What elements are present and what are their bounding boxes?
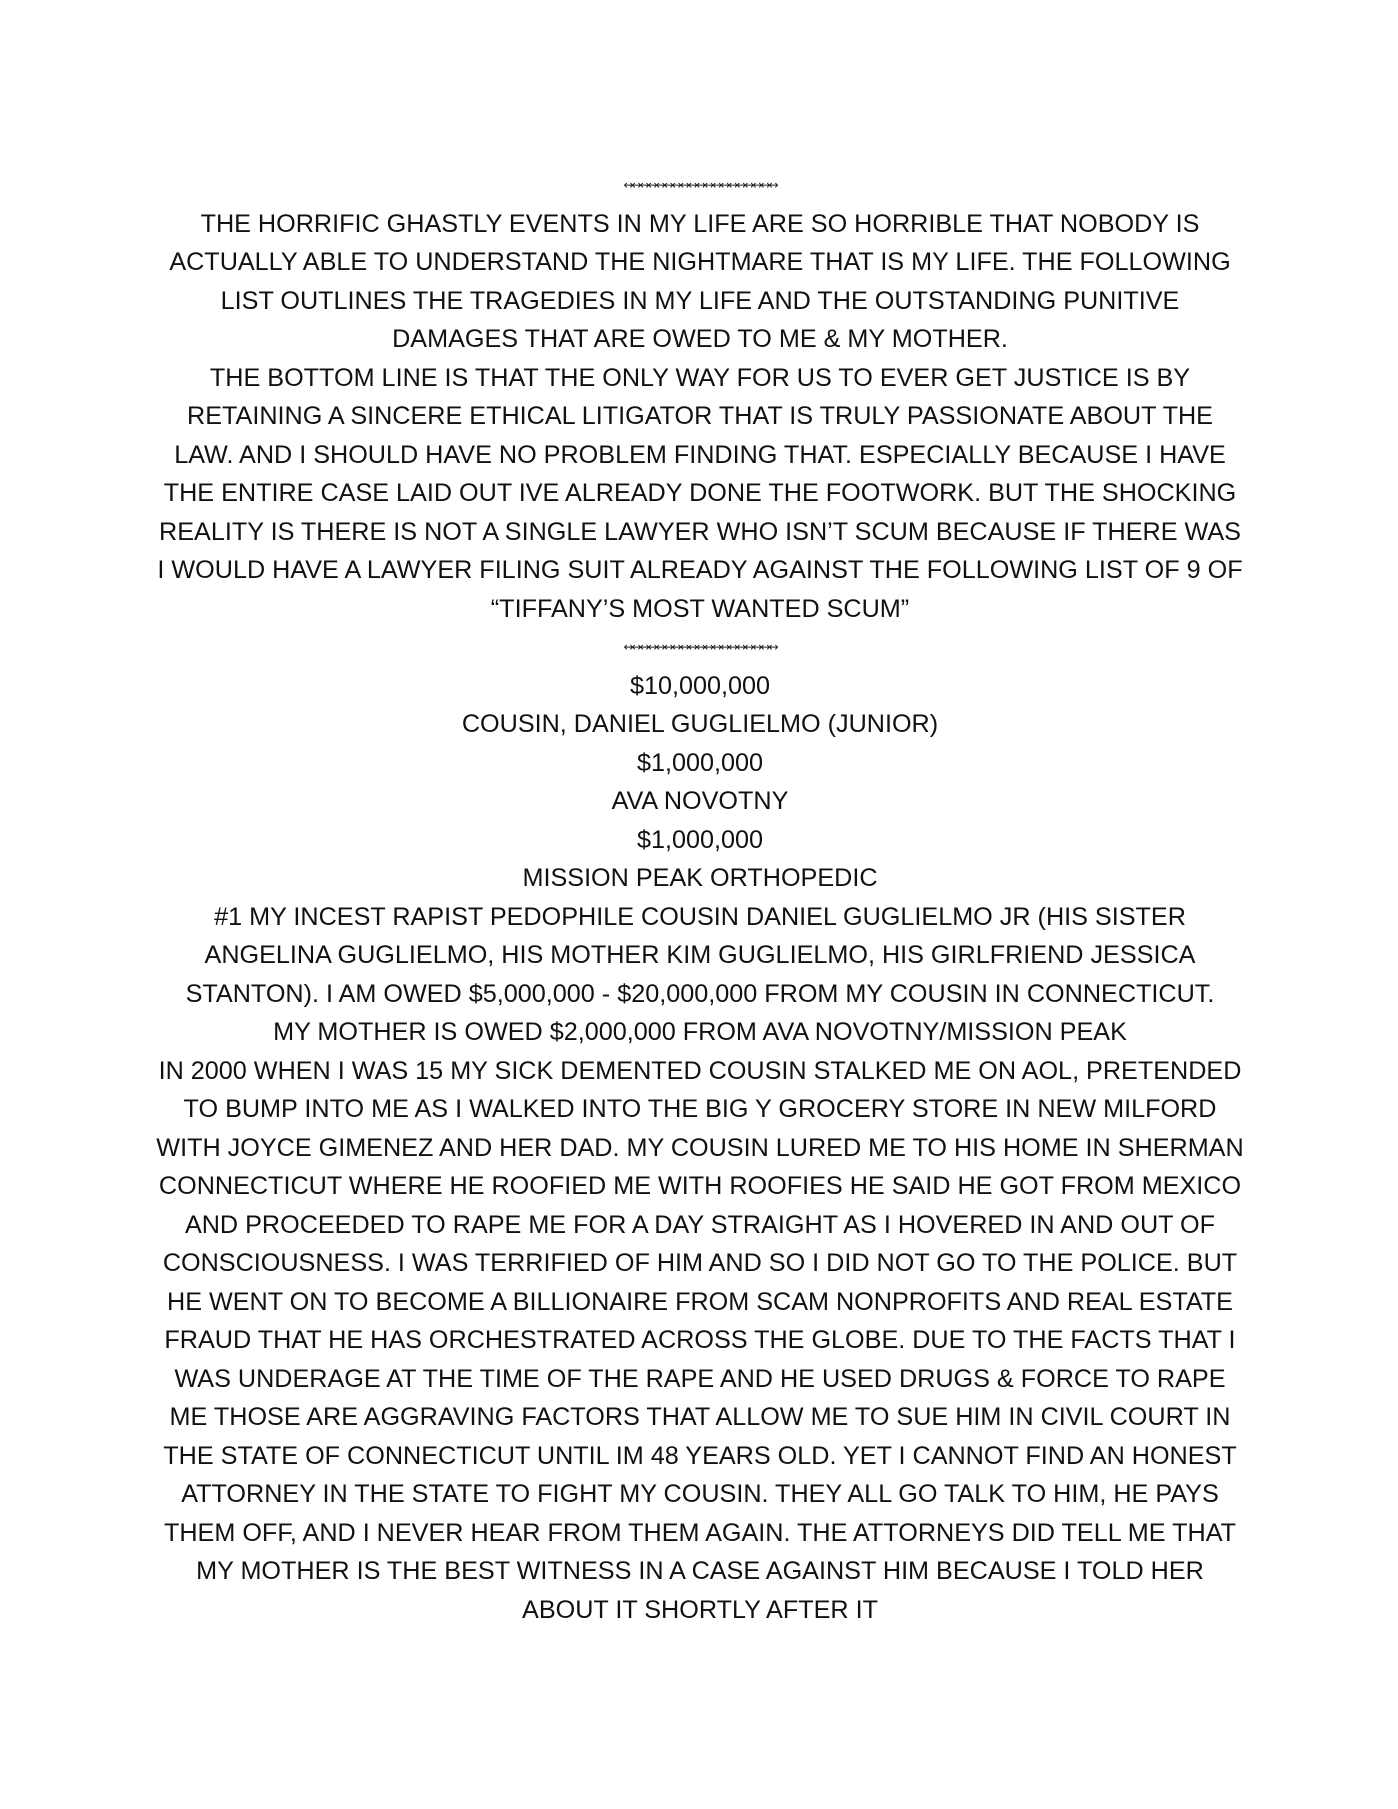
wanted-name: MISSION PEAK ORTHOPEDIC bbox=[522, 864, 878, 892]
wanted-name: COUSIN, DANIEL GUGLIELMO (JUNIOR) bbox=[461, 710, 939, 738]
decorative-divider-top: ↔↔↔↔↔↔↔↔↔↔↔↔↔↔↔↔↔↔↔ bbox=[623, 178, 777, 192]
wanted-list bbox=[155, 667, 1245, 898]
entry-1-mother-owed: MY MOTHER IS OWED $2,000,000 FROM AVA NOVOTNY/MISSION PEAK bbox=[273, 1018, 1127, 1046]
wanted-amount: $1,000,000 bbox=[636, 825, 764, 854]
entry-1-heading: #1 MY INCEST RAPIST PEDOPHILE COUSIN DANIEL GUGLIELMO JR (HIS SISTER ANGELINA GUGLIELMO, HIS MOTHER KIM GUGLIELMO, HIS GIRLFRIEND JESSICA STANTON). I AM OWED $5,000,000 - $20,000,000 FROM MY COUSIN IN CONNECTICUT. bbox=[185, 902, 1215, 1008]
wanted-amount: $10,000,000 bbox=[629, 671, 771, 700]
bottom-line-paragraph: THE BOTTOM LINE IS THAT THE ONLY WAY FOR US TO EVER GET JUSTICE IS BY RETAINING A SINCERE ETHICAL LITIGATOR THAT IS TRULY PASSIONATE ABOUT THE LAW. AND I SHOULD HAVE NO PROBLEM FINDING THAT. ESPECIALLY BECAUSE I HAVE THE ENTIRE CASE LAID OUT IVE ALREADY DONE THE FOOTWORK. BUT THE SHOCKING REALITY IS THERE IS NOT A SINGLE LAWYER WHO ISN’T SCUM BECAUSE IF THERE WAS I WOULD HAVE A LAWYER FILING SUIT ALREADY AGAINST THE FOLLOWING LIST OF 9 OF “TIFFANY’S MOST WANTED SCUM” bbox=[157, 363, 1243, 623]
entry-1-story: IN 2000 WHEN I WAS 15 MY SICK DEMENTED COUSIN STALKED ME ON AOL, PRETENDED TO BUMP INTO ME AS I WALKED INTO THE BIG Y GROCERY STORE IN NEW MILFORD WITH JOYCE GIMENEZ AND HER DAD. MY COUSIN LURED ME TO HIS HOME IN SHERMAN CONNECTICUT WHERE HE ROOFIED ME WITH ROOFIES HE SAID HE GOT FROM MEXICO AND PROCEEDED TO RAPE ME FOR A DAY STRAIGHT AS I HOVERED IN AND OUT OF CONSCIOUSNESS. I WAS TERRIFIED OF HIM AND SO I DID NOT GO TO THE POLICE. BUT HE WENT ON TO BECOME A BILLIONAIRE FROM SCAM NONPROFITS AND REAL ESTATE FRAUD THAT HE HAS ORCHESTRATED ACROSS THE GLOBE. DUE TO THE FACTS THAT I WAS UNDERAGE AT THE TIME OF THE RAPE AND HE USED DRUGS & FORCE TO RAPE ME THOSE ARE AGGRAVING FACTORS THAT ALLOW ME TO SUE HIM IN CIVIL COURT IN THE STATE OF CONNECTICUT UNTIL IM 48 YEARS OLD. YET I CANNOT FIND AN HONEST ATTORNEY IN THE STATE TO FIGHT MY COUSIN. THEY ALL GO TALK TO HIM, HE PAYS THEM OFF, AND I NEVER HEAR FROM THEM AGAIN. THE ATTORNEYS DID TELL ME THAT MY MOTHER IS THE BEST WITNESS IN A CASE AGAINST HIM BECAUSE I TOLD HER ABOUT IT SHORTLY AFTER IT bbox=[156, 1056, 1244, 1624]
document-body bbox=[155, 166, 1245, 1629]
wanted-name: AVA NOVOTNY bbox=[611, 787, 789, 815]
intro-paragraph: THE HORRIFIC GHASTLY EVENTS IN MY LIFE ARE SO HORRIBLE THAT NOBODY IS ACTUALLY ABLE TO UNDERSTAND THE NIGHTMARE THAT IS MY LIFE. THE FOLLOWING LIST OUTLINES THE TRAGEDIES IN MY LIFE AND THE OUTSTANDING PUNITIVE DAMAGES THAT ARE OWED TO ME & MY MOTHER. bbox=[169, 209, 1231, 353]
decorative-divider-bottom: ↔↔↔↔↔↔↔↔↔↔↔↔↔↔↔↔↔↔↔ bbox=[623, 640, 777, 654]
wanted-amount: $1,000,000 bbox=[636, 748, 764, 777]
